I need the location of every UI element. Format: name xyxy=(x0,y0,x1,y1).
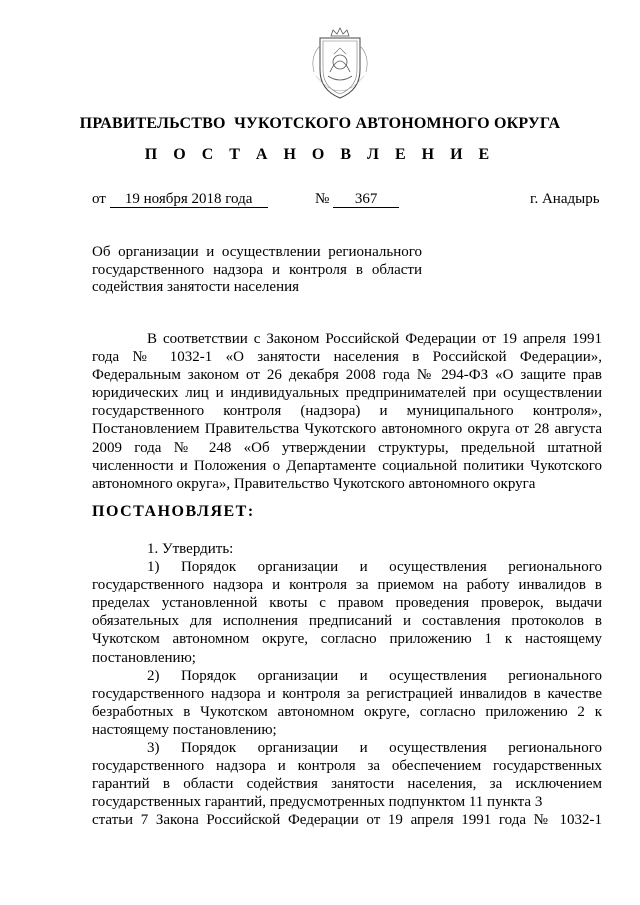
document-subject xyxy=(92,244,422,297)
number-prefix: № xyxy=(315,191,330,207)
document-date xyxy=(92,190,268,208)
coat-of-arms-emblem xyxy=(304,26,376,104)
date-prefix: от xyxy=(92,191,106,207)
item-intro: 1. Утвердить: xyxy=(147,541,234,557)
date-value: 19 ноября 2018 года xyxy=(110,191,268,208)
subject-line: содействия занятости населения xyxy=(92,279,300,295)
decree-items xyxy=(92,540,602,831)
subject-line: Об организации и осуществлении регионального xyxy=(92,244,422,260)
city-name: г. Анадырь xyxy=(530,191,600,207)
list-item: 3) Порядок организации и осуществления регионального государственного надзора и контроля за обеспечением государственных гарантий в области содействия занятости населения, за исключением государственных гарантий, предусмотренных подпунктом 11 пункта 3 xyxy=(92,740,602,811)
decree-heading: ПОСТАНОВЛЯЕТ: xyxy=(92,503,255,520)
subject-line: государственного надзора и контроля в области xyxy=(92,261,422,278)
number-value: 367 xyxy=(333,191,399,208)
list-item: 1) Порядок организации и осуществления регионального государственного надзора и контроля за приемом на работу инвалидов в пределах установленной квоты с правом проведения проверок, выдачи обязательных для исполнения предписаний и составления протоколов в Чукотском автономном округе, согласно приложению 1 к настоящему постановлению; xyxy=(92,559,602,666)
list-item-continuation: статьи 7 Закона Российской Федерации от 19 апреля 1991 года № 1032-1 xyxy=(92,812,602,829)
government-title: ПРАВИТЕЛЬСТВО ЧУКОТСКОГО АВТОНОМНОГО ОКРУГА xyxy=(79,115,561,132)
document-type-title: П О С Т А Н О В Л Е Н И Е xyxy=(144,146,496,163)
preamble-paragraph: В соответствии с Законом Российской Федерации от 19 апреля 1991 года № 1032-1 «О занятости населения в Российской Федерации», Федеральным законом от 26 декабря 2008 года № 294-ФЗ «О защите прав юридических лиц и индивидуальных предпринимателей при осуществлении государственного контроля (надзора) и муниципального контроля», Постановлением Правительства Чукотского автономного округа от 28 августа 2009 года № 248 «Об утверждении структуры, предельной штатной численности и Положения о Департаменте социальной политики Чукотского автономного округа», Правительство Чукотского автономного округа xyxy=(92,331,602,492)
document-number xyxy=(315,190,399,208)
list-item: 2) Порядок организации и осуществления регионального государственного надзора и контроля за регистрацией инвалидов в качестве безработных в Чукотском автономном округе, согласно приложению 2 к настоящему постановлению; xyxy=(92,667,602,738)
